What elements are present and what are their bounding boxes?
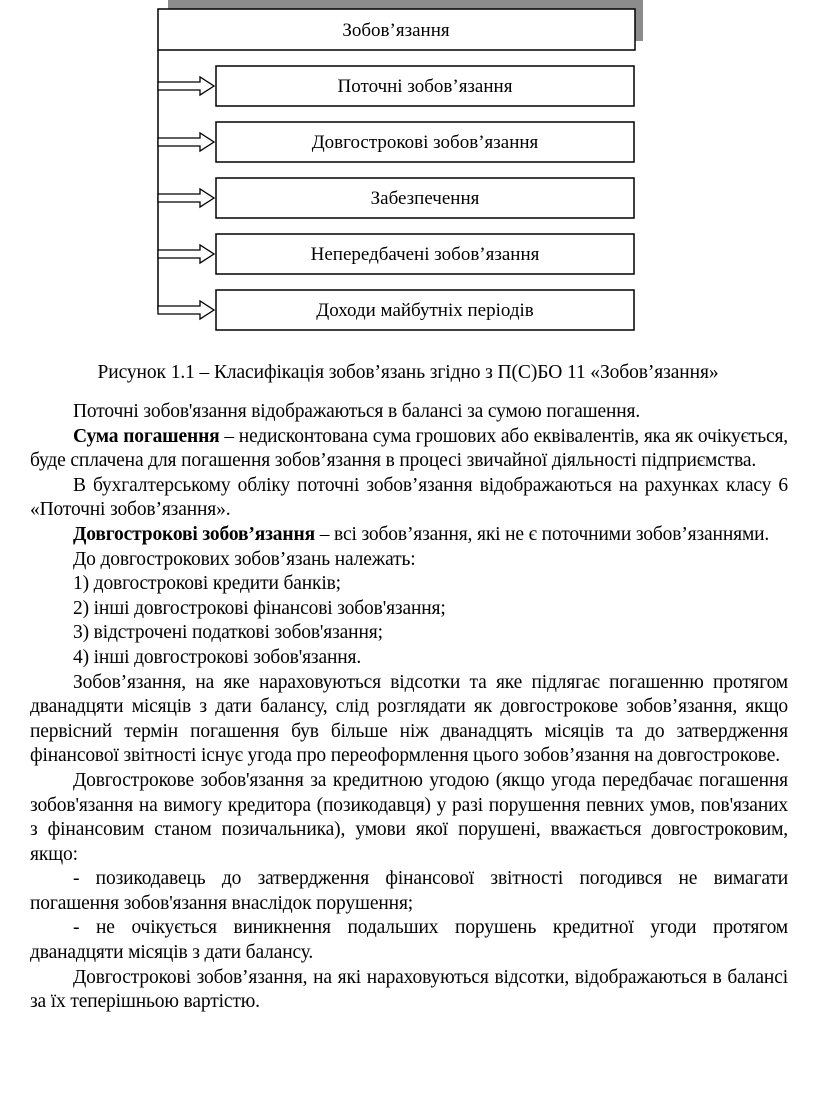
paragraph: Довгострокове зобов'язання за кредитною угодою (якщо угода передбачає погашення зобов'язання на вимогу кредитора (позикодавця) у разі порушення певних умов, пов'язаних з фінансовим станом позичальника), умови якої порушені, вважається довгостроковим, якщо: <box>30 769 788 865</box>
item-label-2: Довгострокові зобов’язання <box>311 132 539 153</box>
item-box-3 <box>216 178 634 218</box>
liabilities-classification-diagram <box>0 0 816 340</box>
list-item: 3) відстрочені податкові зобов'язання; <box>73 622 383 644</box>
list-item: 2) інші довгострокові фінансові зобов'язання; <box>73 597 446 619</box>
document-body <box>30 400 788 1015</box>
item-box-5 <box>216 290 634 330</box>
paragraph: В бухгалтерському обліку поточні зобов’язання відображаються на рахунках класу 6 «Поточні зобов’язання». <box>30 474 788 521</box>
arrow-icon <box>158 189 214 207</box>
item-label-4: Непередбачені зобов’язання <box>310 244 540 265</box>
paragraph: Довгострокові зобов’язання, на які нараховуються відсотки, відображаються в балансі за їх теперішньою вартістю. <box>30 966 788 1013</box>
title-box-label: Зобов’язання <box>342 20 450 41</box>
arrow-icon <box>158 77 214 95</box>
paragraph: - позикодавець до затвердження фінансової звітності погодився не вимагати погашення зобов'язання внаслідок порушення; <box>30 868 788 914</box>
item-label-1: Поточні зобов’язання <box>337 76 513 97</box>
item-label-3: Забезпечення <box>370 188 480 209</box>
item-label-5: Доходи майбутніх періодів <box>316 300 534 321</box>
paragraph: Зобов’язання, на яке нараховуються відсотки та яке підлягає погашенню протягом дванадцяти місяців з дати балансу, слід розглядати як довгострокове зобов’язання, якщо первісний термін погашення був більше ніж дванадцять місяців та до затвердження фінансової звітності існує угода про переоформлення цього зобов’язання на довгострокове. <box>30 671 788 767</box>
item-box-1 <box>216 66 634 106</box>
paragraph <box>30 425 788 474</box>
paragraph: Поточні зобов'язання відображаються в балансі за сумою погашення. <box>73 401 641 422</box>
paragraph <box>30 523 788 548</box>
figure-caption: Рисунок 1.1 – Класифікація зобов’язань згідно з П(С)БО 11 «Зобов’язання» <box>97 362 719 383</box>
definition-text: – всі зобов’язання, які не є поточними зобов’язаннями. <box>314 523 770 545</box>
term-bold: Довгострокові зобов’язання <box>73 523 315 545</box>
paragraph: До довгострокових зобов’язань належать: <box>73 548 416 570</box>
list-item: 1) довгострокові кредити банків; <box>73 573 341 595</box>
item-box-2 <box>216 122 634 162</box>
arrow-icon <box>158 245 214 263</box>
item-box-4 <box>216 234 634 274</box>
paragraph: - не очікується виникнення подальших порушень кредитної угоди протягом дванадцяти місяців з дати балансу. <box>30 917 788 964</box>
definition-text: – недисконтована сума грошових або еквівалентів, яка як очікується, буде сплачена для погашення зобов’язання в процесі звичайної діяльності підприємства. <box>30 425 788 472</box>
list-item: 4) інші довгострокові зобов'язання. <box>73 646 362 668</box>
term-bold: Сума погашення <box>73 425 220 447</box>
arrow-icon <box>158 301 214 319</box>
arrow-icon <box>158 133 214 151</box>
